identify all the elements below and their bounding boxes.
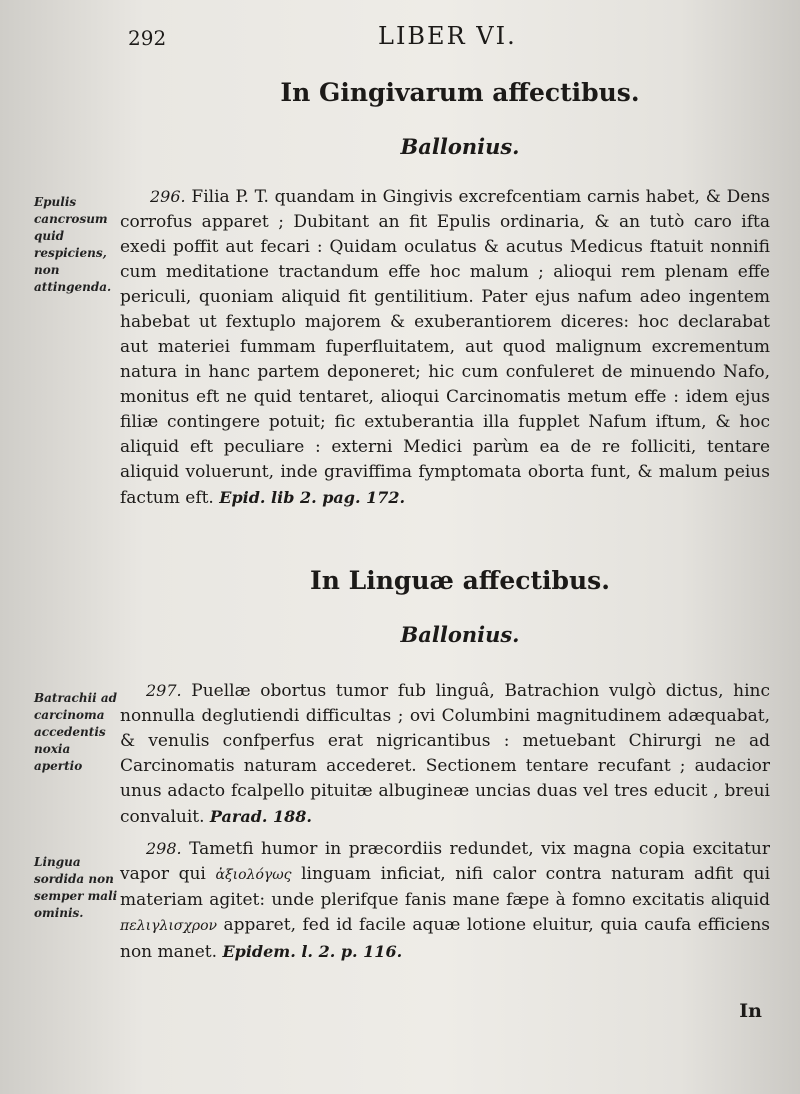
page-number: 292 <box>128 26 167 50</box>
entry-298 <box>120 836 770 965</box>
entry-296 <box>120 184 770 511</box>
section-title-gingivarum: In Gingivarum affectibus. <box>280 78 640 107</box>
entry-reference: Epidem. l. 2. p. 116. <box>222 942 403 961</box>
greek-word-1: ἀξιολόγως <box>215 867 292 883</box>
entry-reference: Epid. lib 2. pag. 172. <box>219 488 406 507</box>
entry-text-part-1: Tametfi humor in præcordiis redundet, vix magna copia excitatur vapor qui <box>120 839 770 884</box>
section-author-ballonius-2: Ballonius. <box>400 622 520 647</box>
entry-number: 297. <box>146 681 182 700</box>
entry-297 <box>120 678 770 830</box>
paragraph-297 <box>120 678 770 830</box>
margin-note-batrachii: Batrachii ad carcinoma accedentis noxia apertio <box>34 691 118 773</box>
section-title-linguae: In Linguæ affectibus. <box>310 566 610 595</box>
paragraph-298 <box>120 836 770 965</box>
margin-note-epulis: Epulis cancrosum quid respiciens, non attingenda. <box>34 195 112 294</box>
catchword: In <box>739 1000 762 1022</box>
entry-text: Puellæ obortus tumor fub linguâ, Batrachion vulgò dictus, hinc nonnulla deglutiendi difficultas ; ovi Columbini magnitudinem adæquabat, & venulis confperfus erat nigricantibus : metuebant Chirurgi ne ad Carcinomatis naturam accederet. Sectionem tentare recufant ; audacior unus adacto fcalpello pituitæ albugineæ uncias duas vel tres educit , breui convaluit. <box>120 681 770 827</box>
entry-text-part-3: apparet, fed id facile aquæ lotione eluitur, quia caufa efficiens non manet. <box>120 915 771 962</box>
entry-text: Filia P. T. quandam in Gingivis excrefcentiam carnis habet, & Dens corrofus apparet ; Dubitant an fit Epulis ordinaria, & an tutò caro ifta exedi poffit aut fecari : Quidam oculatus & acutus Medicus ftatuit nonnifi cum meditatione tractandum effe hoc malum ; alioqui rem plenam effe periculi, quoniam aliquid fit gentilitium. Pater ejus nafum adeo ingentem habebat ut fextuplo majorem & exuberantiorem diceres: hoc declarabat aut materiei fummam fuperfluitatem, aut quod malignum excrementum natura in hanc partem deponeret; hic cum confuleret de minuendo Nafo, monitus eft ne quid tentaret, alioqui Carcinomatis metum effe : idem ejus filiæ contingere potuit; fic extuberantia illa fupplet Nafum iftum, & hoc aliquid eft peculiare : externi Medici parùm ea de re folliciti, tentare aliquid voluerunt, inde graviffima fymptomata oborta funt, & malum peius factum eft. <box>120 187 771 508</box>
section-author-ballonius: Ballonius. <box>400 134 520 159</box>
margin-note-lingua-sordida: Lingua sordida non semper mali ominis. <box>34 855 118 920</box>
page-header <box>0 20 800 56</box>
entry-text-part-2: linguam inficiat, nifi calor contra naturam adfit qui materiam agitet: unde plerifque fanis mane fæpe à fomno excitatis aliquid <box>120 864 771 910</box>
greek-word-2: πελιγλισχρον <box>120 918 218 934</box>
running-head: LIBER VI. <box>378 22 517 50</box>
paragraph-296 <box>120 184 770 511</box>
entry-number: 296. <box>150 187 186 206</box>
entry-reference: Parad. 188. <box>209 807 312 826</box>
entry-number: 298. <box>146 839 182 858</box>
